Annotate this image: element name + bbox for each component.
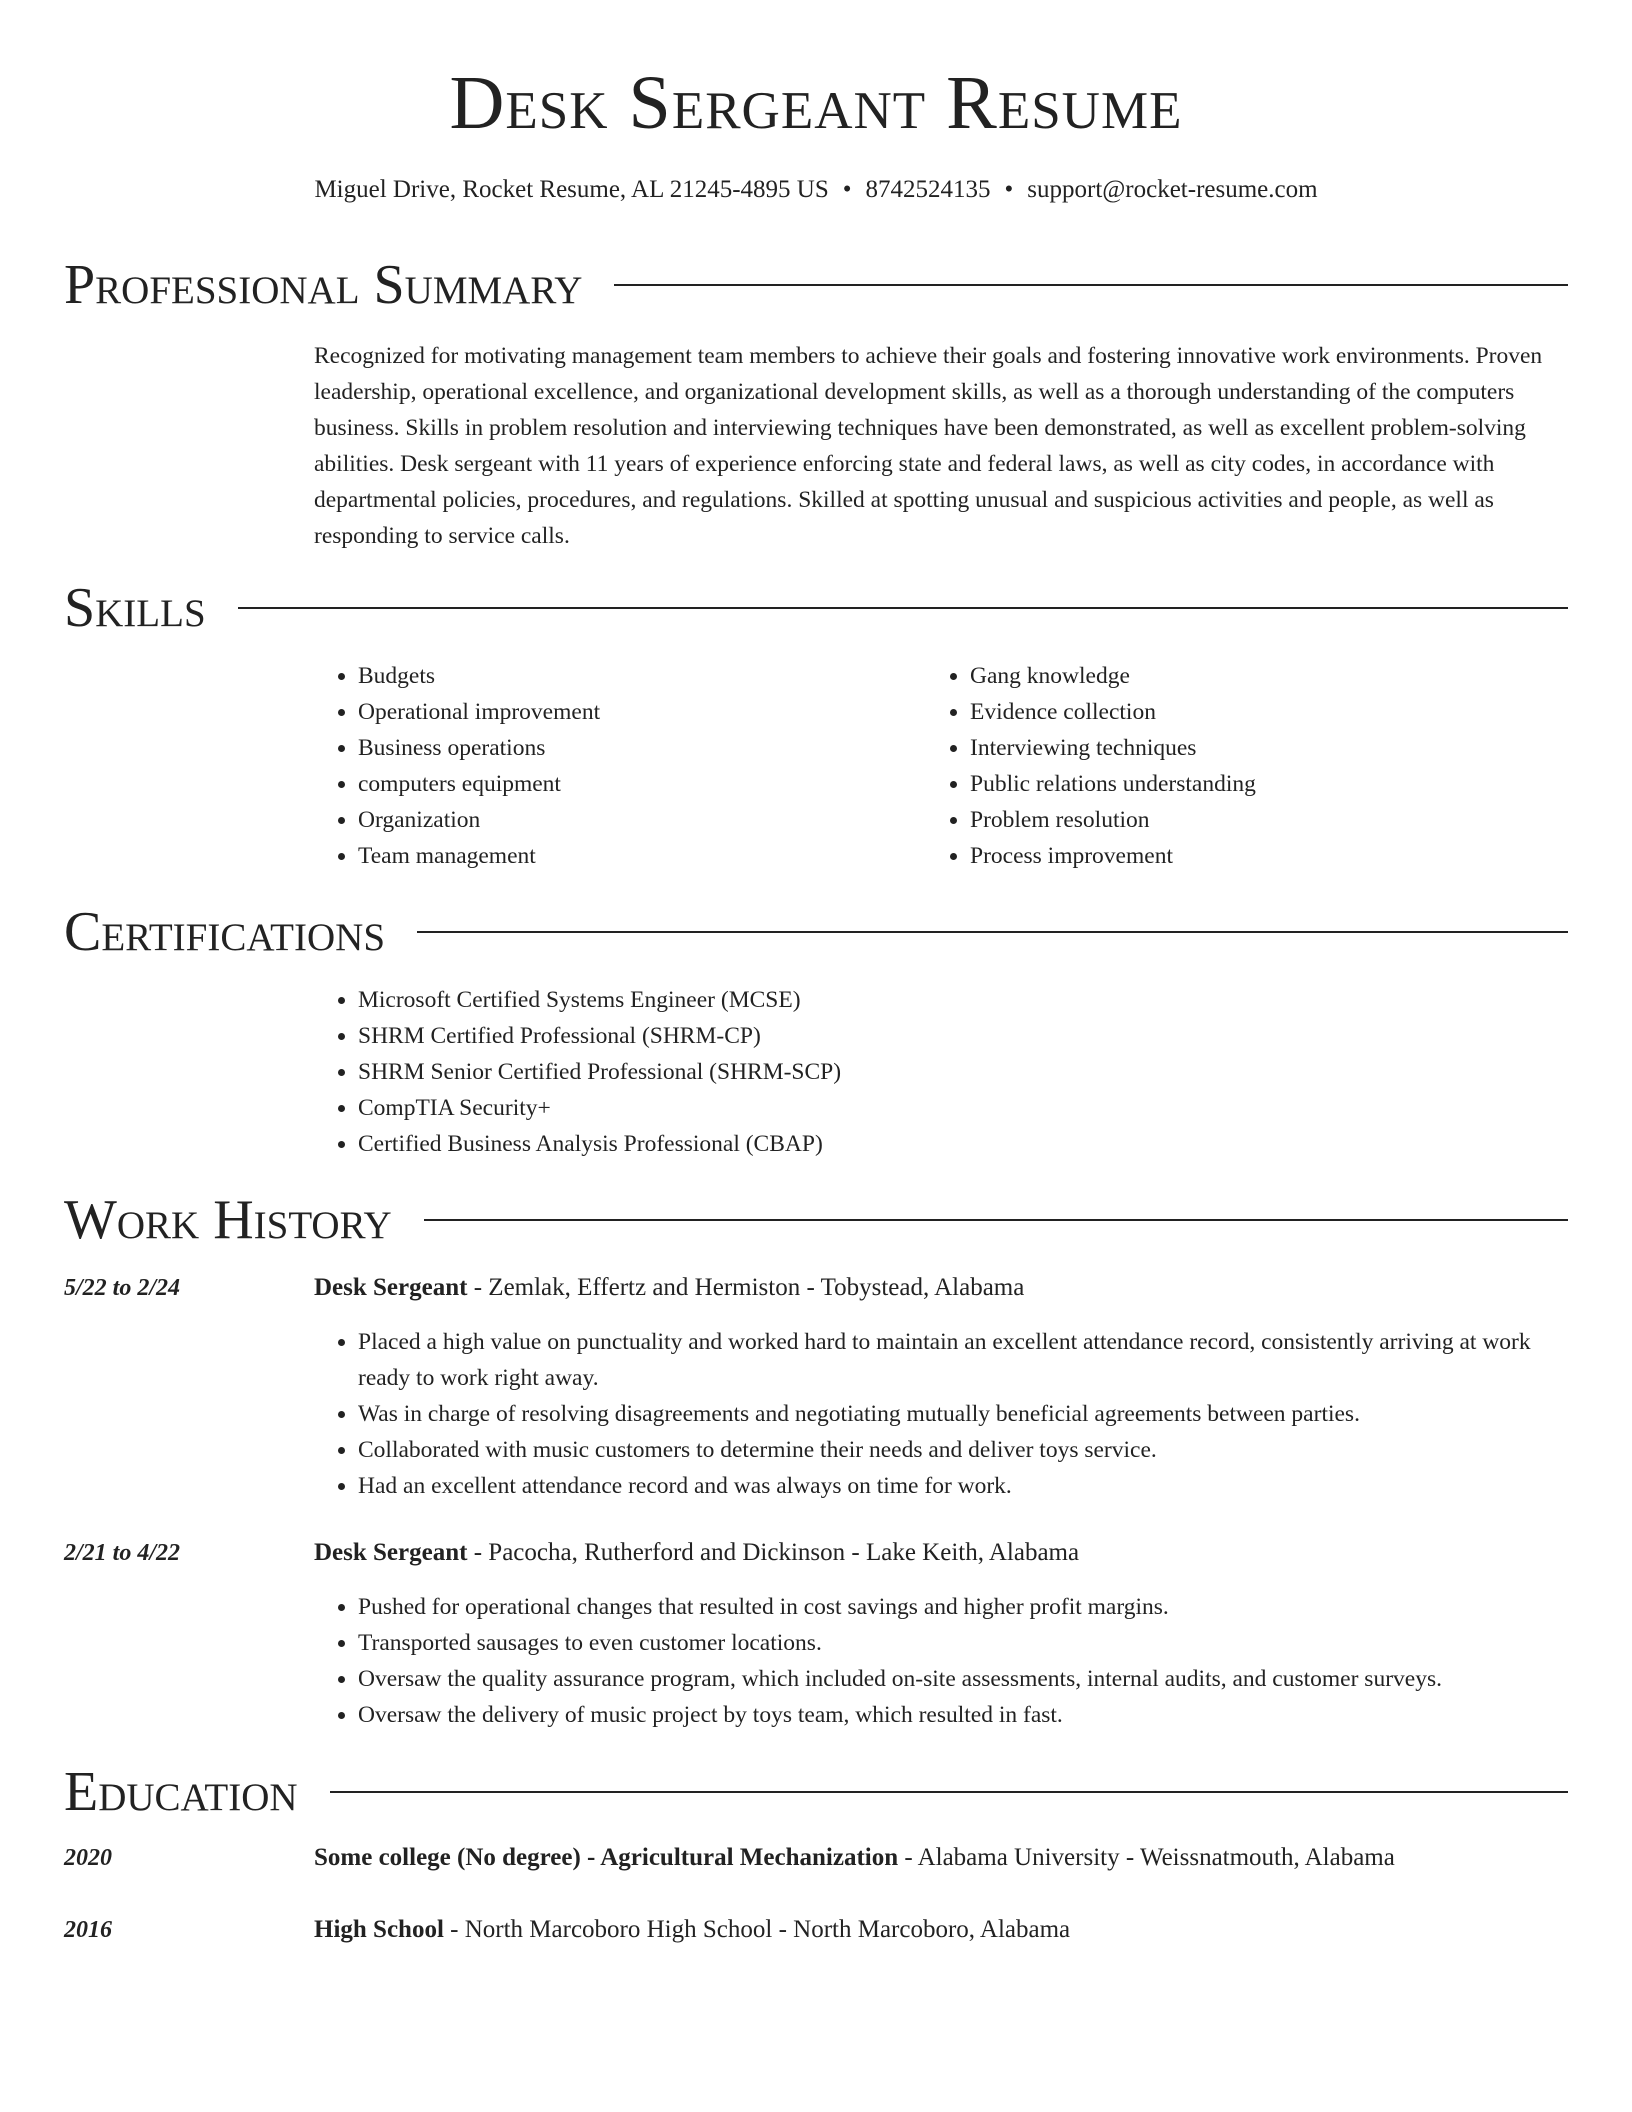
contact-separator: • [842,176,852,203]
job-employer: - Pacocha, Rutherford and Dickinson - Lake Keith, Alabama [467,1539,1080,1566]
job-bullet: • Collaborated with music customers to determine their needs and deliver toys service. [358,1432,1568,1468]
section-skills-header [64,576,1568,640]
education-school: - North Marcoboro High School - North Marcoboro, Alabama [443,1916,1071,1943]
section-heading-skills: Skills [64,577,206,639]
skill-item: • Business operations [358,730,918,766]
skill-item: • Problem resolution [970,802,1570,838]
section-work-header [64,1188,1568,1252]
section-divider [614,284,1568,286]
education-degree: Some college (No degree) - Agricultural Mechanization [314,1844,899,1871]
skill-item: • Operational improvement [358,694,918,730]
job-bullets [314,1324,1568,1504]
job-dates: 2/21 to 4/22 [64,1540,181,1566]
job-bullet: • Transported sausages to even customer locations. [358,1625,1568,1661]
job-dates: 5/22 to 2/24 [64,1275,181,1301]
skill-item: • Interviewing techniques [970,730,1570,766]
section-divider [417,931,1568,933]
certification-item: • Microsoft Certified Systems Engineer (MCSE) [358,982,1568,1018]
resume-title: Desk Sergeant Resume [449,61,1183,145]
job-bullets [314,1589,1568,1733]
contact-line [0,174,1632,206]
section-heading-education: Education [64,1761,298,1823]
skill-item: • Organization [358,802,918,838]
section-heading-summary: Professional Summary [64,254,583,316]
certifications-list [314,982,1568,1162]
education-entry [314,1912,1568,1948]
section-heading-work: Work History [64,1189,392,1251]
job-bullet: • Oversaw the quality assurance program, which included on-site assessments, internal audits, and customer surveys. [358,1661,1568,1697]
skill-item: • Team management [358,838,918,874]
skill-item: • Budgets [358,658,918,694]
skills-list-right [926,658,1570,874]
certification-item: • Certified Business Analysis Professional (CBAP) [358,1126,1568,1162]
contact-address: Miguel Drive, Rocket Resume, AL 21245-4895 US [314,176,829,203]
section-divider [238,607,1568,609]
education-entry [314,1840,1568,1876]
job-bullet: • Pushed for operational changes that resulted in cost savings and higher profit margins. [358,1589,1568,1625]
section-divider [330,1791,1568,1793]
contact-email: support@rocket-resume.com [1027,176,1318,203]
certification-item: • SHRM Certified Professional (SHRM-CP) [358,1018,1568,1054]
job-bullet: • Had an excellent attendance record and was always on time for work. [358,1468,1568,1504]
section-certifications-header [64,900,1568,964]
section-summary-header [64,253,1568,317]
skills-list-left [314,658,918,874]
certification-item: • CompTIA Security+ [358,1090,1568,1126]
contact-separator: • [1004,176,1014,203]
skill-item: • Gang knowledge [970,658,1570,694]
section-education-header [64,1760,1568,1824]
job-bullet: • Was in charge of resolving disagreements and negotiating mutually beneficial agreements between parties. [358,1396,1568,1432]
skill-item: • Evidence collection [970,694,1570,730]
job-employer: - Zemlak, Effertz and Hermiston - Tobystead, Alabama [467,1274,1025,1301]
skill-item: • Public relations understanding [970,766,1570,802]
job-title: Desk Sergeant [314,1539,468,1566]
education-school: - Alabama University - Weissnatmouth, Alabama [898,1844,1395,1871]
skill-item: • computers equipment [358,766,918,802]
section-divider [424,1219,1568,1221]
job-bullet: • Placed a high value on punctuality and worked hard to maintain an excellent attendance record, consistently arriving at work ready to work right away. [358,1324,1568,1396]
certification-item: • SHRM Senior Certified Professional (SHRM-SCP) [358,1054,1568,1090]
job-bullet: • Oversaw the delivery of music project by toys team, which resulted in fast. [358,1697,1568,1733]
education-year: 2020 [64,1845,112,1871]
summary-text: Recognized for motivating management team members to achieve their goals and fostering innovative work environments. Proven leadership, operational excellence, and organizational development skills, as well as a thorough understanding of the computers business. Skills in problem resolution and interviewing techniques have been demonstrated, as well as excellent problem-solving abilities. Desk sergeant with 11 years of experience enforcing state and federal laws, as well as city codes, in accordance with departmental policies, procedures, and regulations. Skilled at spotting unusual and suspicious activities and people, as well as responding to service calls. [314,343,1543,549]
skill-item: • Process improvement [970,838,1570,874]
job-title: Desk Sergeant [314,1274,468,1301]
contact-phone: 8742524135 [865,176,991,203]
education-degree: High School [314,1916,444,1943]
job-heading [314,1270,1568,1306]
education-year: 2016 [64,1917,112,1943]
job-heading [314,1535,1568,1571]
section-heading-certifications: Certifications [64,901,386,963]
